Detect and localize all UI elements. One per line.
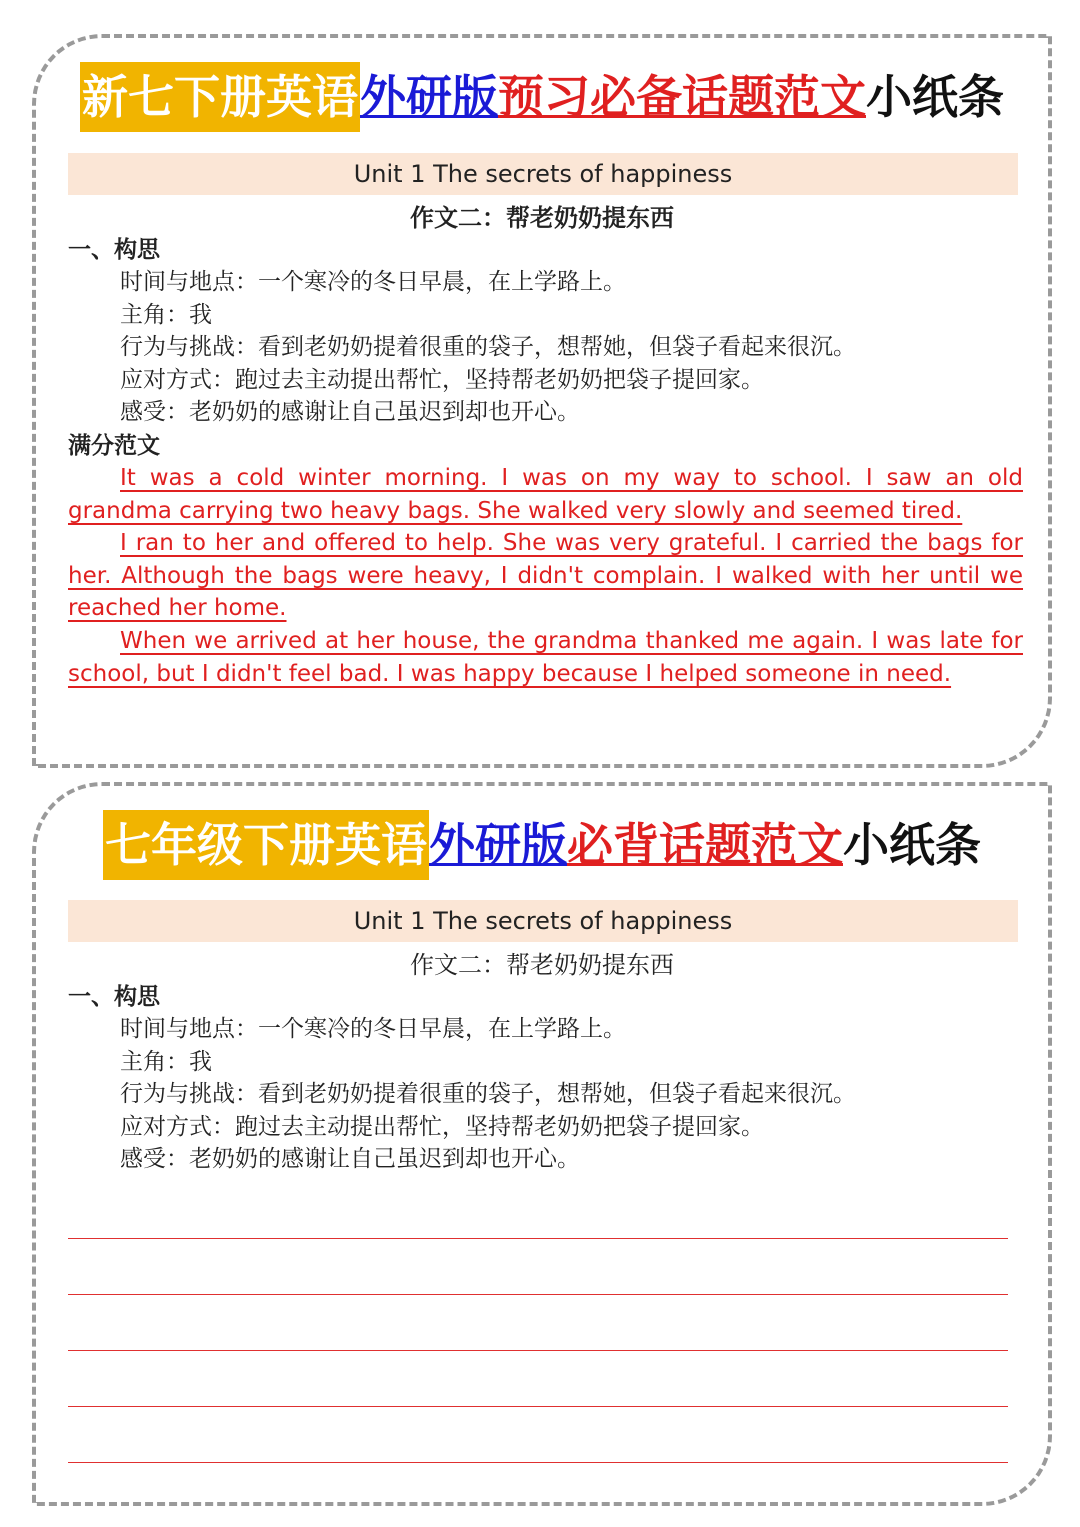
outline-item: 时间与地点：一个寒冷的冬日早晨，在上学路上。 [120, 269, 626, 295]
title-note-part: 小纸条 [866, 70, 1004, 124]
essay-paragraph: When we arrived at her house, the grandma thanked me again. I was late for school, but I didn't feel bad. I was happy because I helped someone in need. [68, 627, 1023, 687]
writing-line[interactable] [68, 1294, 1008, 1295]
section-heading-essay: 满分范文 [68, 433, 160, 459]
model-essay [68, 462, 1023, 690]
note-card-preview [32, 34, 1052, 768]
outline-item: 时间与地点：一个寒冷的冬日早晨，在上学路上。 [120, 1016, 626, 1042]
card-title [36, 62, 1048, 132]
title-highlight-part: 七年级下册英语 [103, 810, 429, 880]
outline-item: 行为与挑战：看到老奶奶提着很重的袋子，想帮她，但袋子看起来很沉。 [120, 1081, 856, 1108]
section-heading-outline: 一、构思 [68, 984, 160, 1010]
title-note-part: 小纸条 [843, 818, 981, 872]
section-heading-outline: 一、构思 [68, 237, 160, 263]
writing-line[interactable] [68, 1350, 1008, 1351]
outline-item: 行为与挑战：看到老奶奶提着很重的袋子，想帮她，但袋子看起来很沉。 [120, 334, 856, 361]
note-card-practice [32, 782, 1052, 1506]
outline-item: 应对方式：跑过去主动提出帮忙，坚持帮老奶奶把袋子提回家。 [120, 1113, 764, 1140]
unit-heading: Unit 1 The secrets of happiness [68, 900, 1018, 942]
essay-paragraph: It was a cold winter morning. I was on my way to school. I saw an old grandma carrying two heavy bags. She walked very slowly and seemed tired. [68, 465, 1023, 524]
essay-subtitle: 作文二：帮老奶奶提东西 [410, 951, 674, 979]
outline-item: 应对方式：跑过去主动提出帮忙，坚持帮老奶奶把袋子提回家。 [120, 366, 764, 393]
title-edition-part: 外研版 [429, 818, 567, 872]
title-edition-part: 外研版 [360, 70, 498, 124]
title-topic-part: 必背话题范文 [567, 818, 843, 872]
outline-item: 感受：老奶奶的感谢让自己虽迟到却也开心。 [120, 1146, 580, 1173]
writing-line[interactable] [68, 1462, 1008, 1463]
outline-list [120, 1013, 856, 1176]
outline-item: 主角：我 [120, 1048, 212, 1075]
writing-line[interactable] [68, 1406, 1008, 1407]
essay-subtitle: 作文二：帮老奶奶提东西 [410, 204, 674, 232]
title-highlight-part: 新七下册英语 [80, 62, 360, 132]
outline-item: 主角：我 [120, 301, 212, 328]
outline-list [120, 266, 856, 429]
writing-line[interactable] [68, 1238, 1008, 1239]
unit-heading: Unit 1 The secrets of happiness [68, 153, 1018, 195]
card-title [36, 810, 1048, 880]
outline-item: 感受：老奶奶的感谢让自己虽迟到却也开心。 [120, 399, 580, 426]
essay-paragraph: I ran to her and offered to help. She was very grateful. I carried the bags for her. Although the bags were heavy, I didn't complain. I walked with her until we reached her home. [68, 530, 1023, 622]
title-topic-part: 预习必备话题范文 [498, 70, 866, 124]
